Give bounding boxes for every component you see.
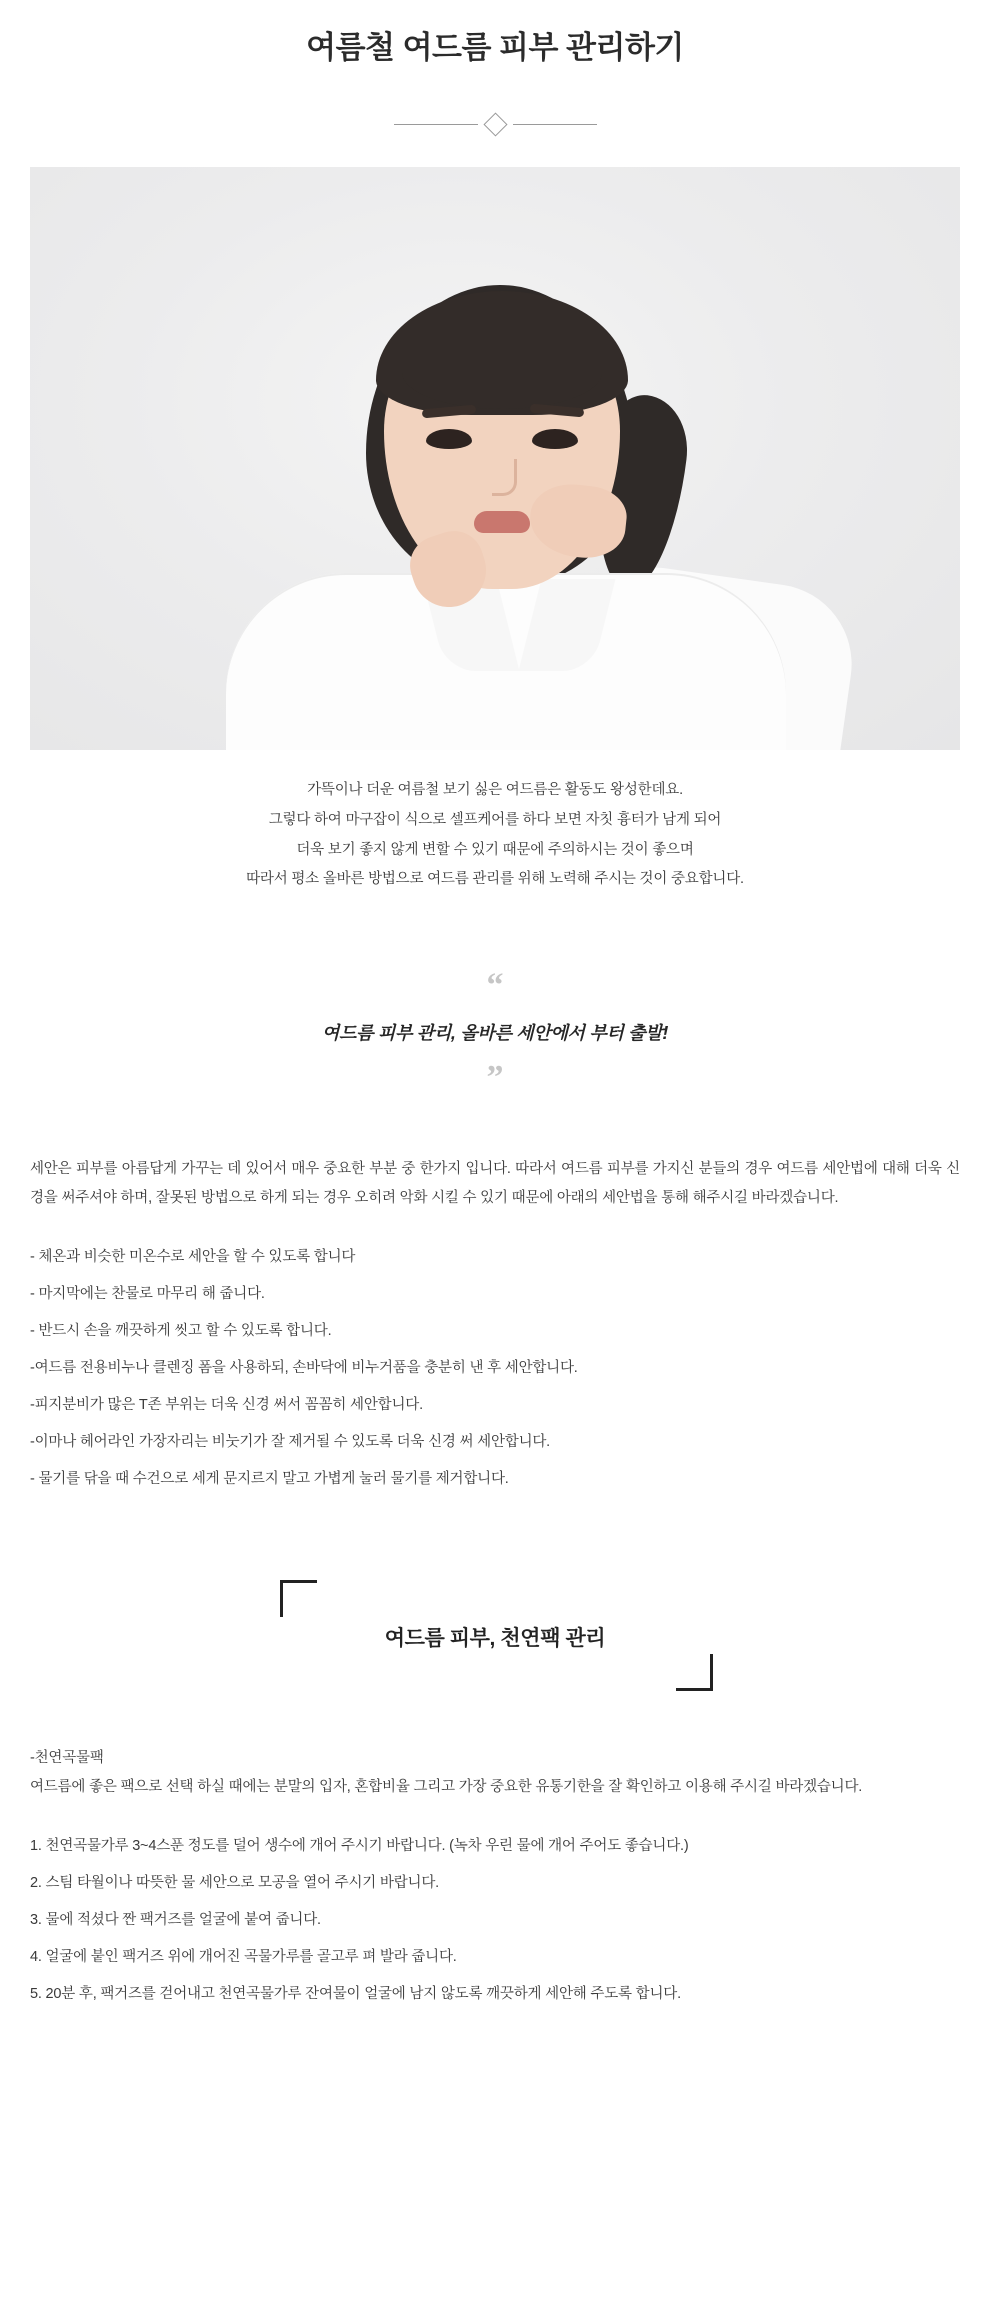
list-item: 5. 20분 후, 팩거즈를 걷어내고 천연곡물가루 잔여물이 얼굴에 남지 않도록 깨끗하게 세안해 주도록 합니다. — [30, 1986, 681, 2003]
section-subheading: -천연곡물팩 — [30, 1750, 104, 1767]
pull-quote — [0, 969, 990, 1095]
list-item: -피지분비가 많은 T존 부위는 더욱 신경 써서 꼼꼼히 세안합니다. — [30, 1397, 423, 1414]
list-item: - 물기를 닦을 때 수건으로 세게 문지르지 말고 가볍게 눌러 물기를 제거합니다. — [30, 1471, 509, 1488]
divider-line-right — [513, 124, 597, 125]
list-item: 2. 스팀 타월이나 따뜻한 물 세안으로 모공을 열어 주시기 바랍니다. — [30, 1875, 439, 1892]
quote-text: 여드름 피부 관리, 올바른 세안에서 부터 출발! — [321, 1023, 669, 1044]
article-body — [30, 1155, 960, 2057]
list-item: - 반드시 손을 깨끗하게 씻고 할 수 있도록 합니다. — [30, 1323, 332, 1340]
intro-line: 더욱 보기 좋지 않게 변할 수 있기 때문에 주의하시는 것이 좋으며 — [296, 841, 694, 858]
list-item: 3. 물에 적셨다 짠 팩거즈를 얼굴에 붙여 줍니다. — [30, 1912, 321, 1929]
section-paragraph: 여드름에 좋은 팩으로 선택 하실 때에는 분말의 입자, 혼합비율 그리고 가장 중요한 유통기한을 잘 확인하고 이용해 주시길 바라겠습니다. — [30, 1779, 863, 1796]
intro-paragraph — [45, 776, 945, 895]
quote-open-icon: “ — [486, 967, 504, 1005]
list-item: -이마나 헤어라인 가장자리는 비눗기가 잘 제거될 수 있도록 더욱 신경 써 세안합니다. — [30, 1434, 551, 1451]
list-item: - 마지막에는 찬물로 마무리 해 줍니다. — [30, 1286, 265, 1303]
corner-bracket-top-left-icon — [280, 1580, 317, 1617]
mouth — [474, 511, 530, 533]
intro-line: 그렇다 하여 마구잡이 식으로 셀프케어를 하다 보면 자칫 흉터가 남게 되어 — [268, 812, 722, 829]
hero-image — [30, 167, 960, 750]
page-title: 여름철 여드름 피부 관리하기 — [306, 30, 684, 65]
list-item: -여드름 전용비누나 클렌징 폼을 사용하되, 손바닥에 비누거품을 충분히 낸 후 세안합니다. — [30, 1360, 578, 1377]
list-item: 4. 얼굴에 붙인 팩거즈 위에 개어진 곡물가루를 골고루 펴 발라 줍니다. — [30, 1949, 457, 1966]
corner-bracket-bottom-right-icon — [676, 1654, 713, 1691]
pack-steps-list — [30, 1832, 960, 2009]
eye-left — [426, 429, 472, 449]
bottom-spacer — [30, 2017, 960, 2057]
list-item: - 체온과 비슷한 미온수로 세안을 할 수 있도록 합니다 — [30, 1249, 356, 1266]
diamond-divider-icon — [0, 116, 990, 133]
intro-line: 가뜩이나 더운 여름철 보기 싫은 여드름은 활동도 왕성한데요. — [307, 782, 683, 799]
divider-line-left — [394, 124, 478, 125]
section-heading: 여드름 피부, 천연팩 관리 — [384, 1627, 606, 1651]
hair-fringe — [376, 291, 628, 415]
nose — [492, 459, 517, 496]
cleansing-paragraph: 세안은 피부를 아름답게 가꾸는 데 있어서 매우 중요한 부분 중 한가지 입니다. 따라서 여드름 피부를 가지신 분들의 경우 여드름 세안법에 대해 더욱 신경을 써주셔야 하며, 잘못된 방법으로 하게 되는 경우 오히려 악화 시킬 수 있기 때문에 아래의 세안법을 통해 해주시길 바라겠습니다. — [30, 1161, 960, 1207]
section-heading-block — [30, 1580, 960, 1700]
list-item: 1. 천연곡물가루 3~4스푼 정도를 덜어 생수에 개어 주시기 바랍니다. (녹차 우린 물에 개어 주어도 좋습니다.) — [30, 1838, 689, 1855]
intro-line: 따라서 평소 올바른 방법으로 여드름 관리를 위해 노력해 주시는 것이 중요합니다. — [246, 871, 744, 888]
quote-close-icon: ” — [486, 1059, 504, 1097]
cleansing-steps-list — [30, 1243, 960, 1494]
person-illustration — [30, 167, 960, 750]
eye-right — [532, 429, 578, 449]
divider-diamond-icon — [483, 113, 507, 137]
